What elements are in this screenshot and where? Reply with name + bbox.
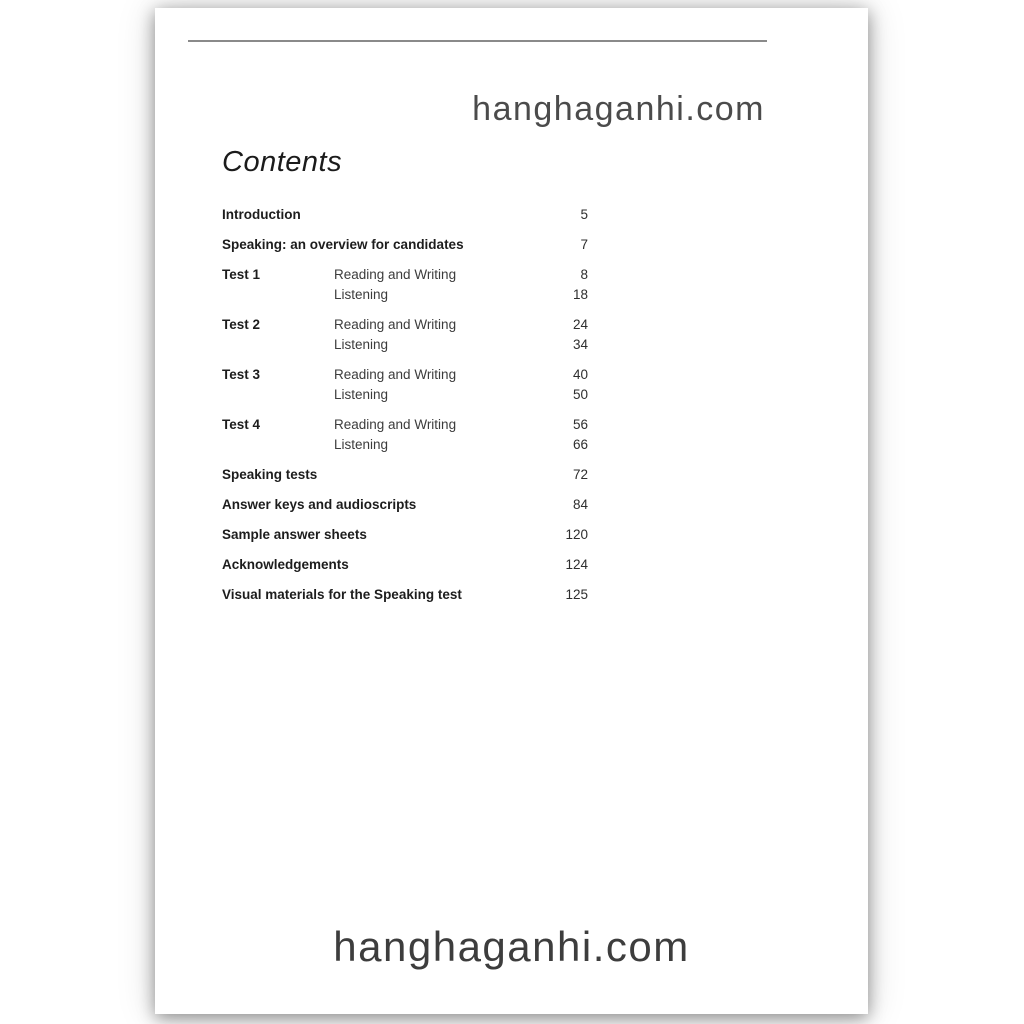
- toc-subrow: [334, 335, 588, 355]
- toc-subrow: [334, 315, 588, 335]
- toc-sub-label: Reading and Writing: [334, 317, 457, 332]
- toc-entry-label: Test 2: [222, 317, 261, 332]
- toc-page-number: 18: [572, 287, 588, 302]
- toc-entry-label: Introduction: [222, 207, 301, 222]
- toc-row: [222, 365, 588, 405]
- toc-subrow: [334, 365, 588, 385]
- toc-row: [222, 415, 588, 455]
- toc-page-number: 120: [565, 527, 588, 542]
- toc-page-number: 125: [565, 587, 588, 602]
- toc-row: [222, 315, 588, 355]
- toc-row: [222, 265, 588, 305]
- toc-subrow: [334, 435, 588, 455]
- toc-sub-entries: [334, 415, 588, 455]
- toc-subrow: [334, 415, 588, 435]
- toc-page-number: 5: [580, 207, 588, 222]
- toc-row: [222, 555, 588, 575]
- toc-entry-label: Sample answer sheets: [222, 527, 367, 542]
- toc-sub-label: Reading and Writing: [334, 267, 457, 282]
- toc-sub-label: Listening: [334, 387, 389, 402]
- toc-page-number: 34: [572, 337, 588, 352]
- toc-page-number: 124: [565, 557, 588, 572]
- toc-page-number: 84: [572, 497, 588, 512]
- toc-row: [222, 495, 588, 515]
- toc-entry-label: Test 3: [222, 367, 261, 382]
- toc-sub-entries: [334, 315, 588, 355]
- toc-entry-label: Speaking: an overview for candidates: [222, 237, 464, 252]
- bottom-watermark: hanghaganhi.com: [333, 923, 690, 970]
- toc-entry-label: Test 4: [222, 417, 261, 432]
- toc-sub-label: Reading and Writing: [334, 367, 457, 382]
- toc-row: [222, 525, 588, 545]
- toc-sub-label: Listening: [334, 337, 389, 352]
- header-rule: [188, 40, 767, 42]
- toc-page-number: 56: [572, 417, 588, 432]
- table-of-contents: [222, 205, 588, 605]
- toc-entry-label: Acknowledgements: [222, 557, 349, 572]
- toc-sub-entries: [334, 265, 588, 305]
- toc-page-number: 24: [572, 317, 588, 332]
- toc-page-number: 50: [572, 387, 588, 402]
- toc-page-number: 8: [580, 267, 588, 282]
- page-title: Contents: [222, 146, 343, 178]
- toc-row: [222, 465, 588, 485]
- toc-page-number: 72: [572, 467, 588, 482]
- toc-entry-label: Visual materials for the Speaking test: [222, 587, 462, 602]
- toc-sub-entries: [334, 365, 588, 405]
- toc-subrow: [334, 385, 588, 405]
- top-watermark: hanghaganhi.com: [472, 90, 765, 128]
- toc-subrow: [334, 285, 588, 305]
- toc-page-number: 66: [572, 437, 588, 452]
- toc-row: [222, 585, 588, 605]
- toc-entry-label: Speaking tests: [222, 467, 318, 482]
- toc-row: [222, 235, 588, 255]
- toc-page-number: 40: [572, 367, 588, 382]
- toc-sub-label: Reading and Writing: [334, 417, 457, 432]
- toc-sub-label: Listening: [334, 287, 389, 302]
- toc-row: [222, 205, 588, 225]
- document-page: [155, 8, 868, 1014]
- toc-sub-label: Listening: [334, 437, 389, 452]
- toc-entry-label: Answer keys and audioscripts: [222, 497, 417, 512]
- toc-entry-label: Test 1: [222, 267, 261, 282]
- toc-subrow: [334, 265, 588, 285]
- toc-page-number: 7: [580, 237, 588, 252]
